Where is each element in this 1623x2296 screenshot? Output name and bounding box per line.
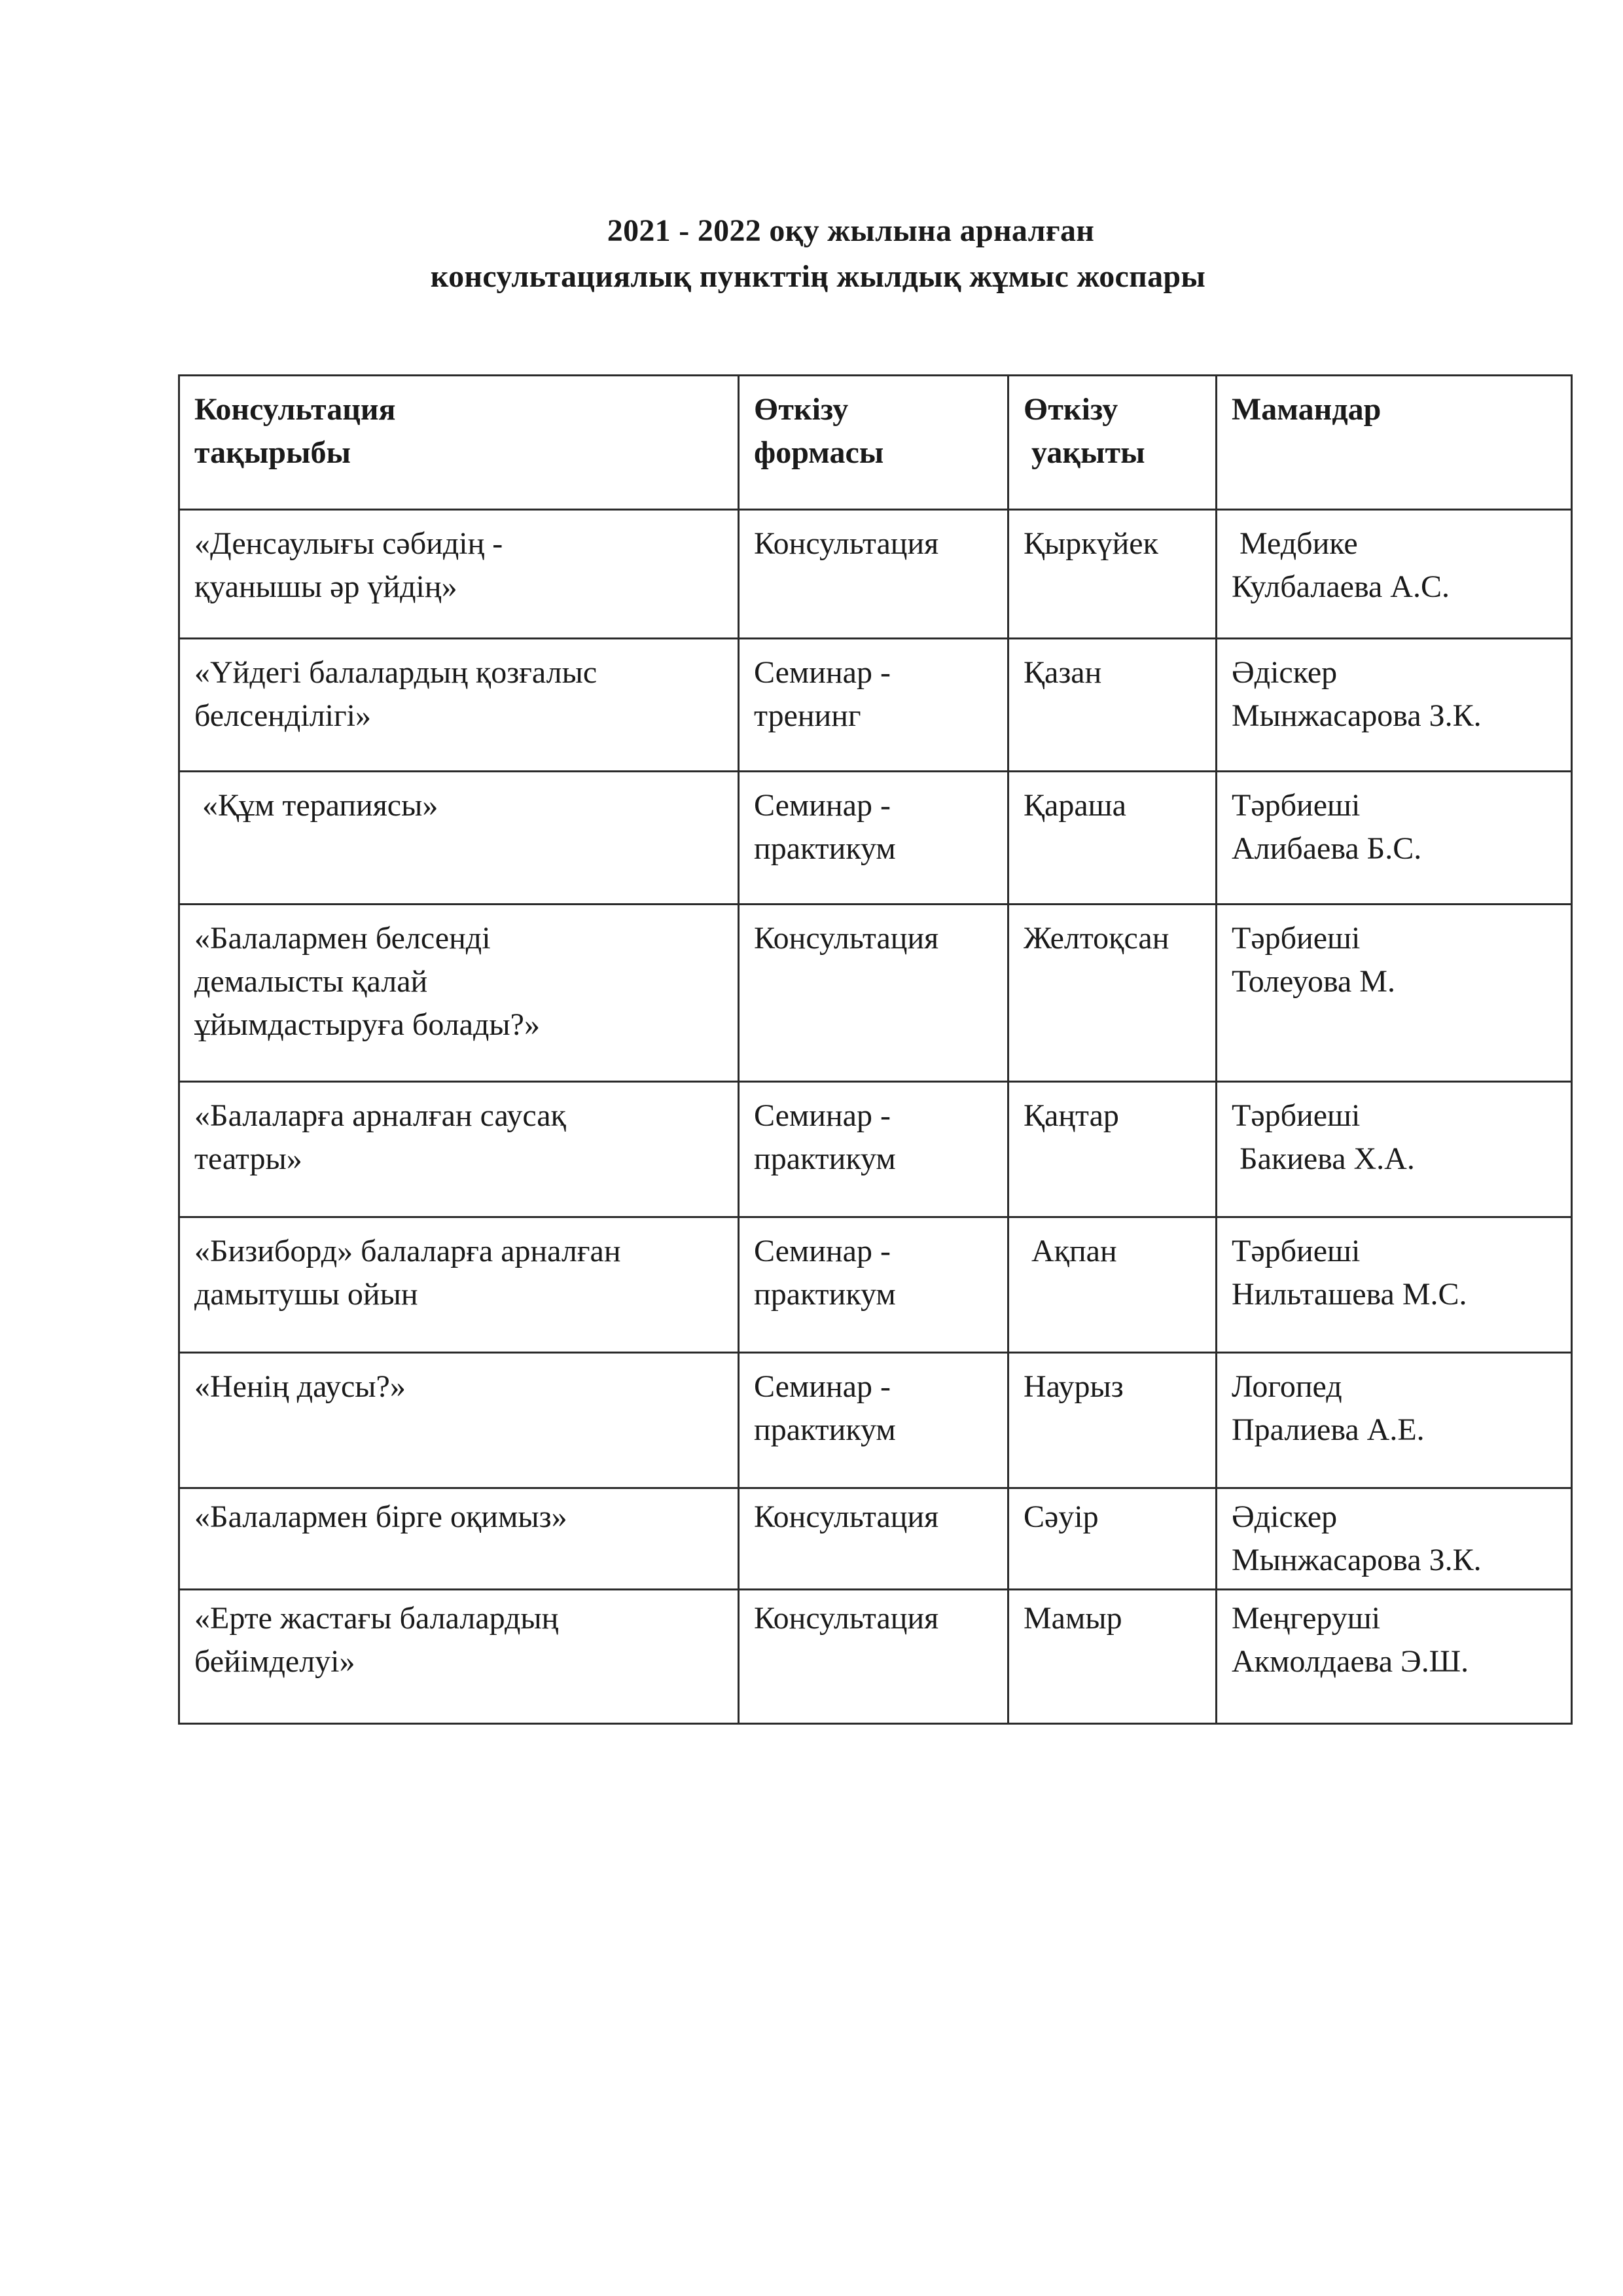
- cell-form-line: практикум: [754, 1141, 896, 1176]
- cell-topic-line: театры»: [194, 1141, 302, 1176]
- header-topic-line: Консультация: [194, 392, 396, 427]
- cell-specialist-line: Пралиева А.Е.: [1232, 1412, 1425, 1447]
- cell-time: [1008, 1217, 1217, 1353]
- header-form-line: формасы: [754, 435, 884, 470]
- cell-specialist-line: Тәрбиеші: [1232, 921, 1361, 956]
- cell-time-line: Қараша: [1024, 788, 1126, 823]
- cell-topic-line: «Ерте жастағы балалардың: [194, 1601, 559, 1636]
- cell-time: [1008, 1590, 1217, 1724]
- cell-specialist-line: Медбике: [1232, 526, 1358, 561]
- cell-topic-line: «Құм терапиясы»: [194, 788, 438, 823]
- cell-form-line: практикум: [754, 1277, 896, 1312]
- cell-topic-line: «Балалармен белсенді: [194, 921, 491, 956]
- title-line-2: консультациялық пункттің жылдық жұмыс жоспары: [430, 259, 1206, 294]
- cell-topic-line: бейімделуі»: [194, 1644, 355, 1679]
- cell-time-line: Сәуір: [1024, 1499, 1099, 1534]
- cell-specialist-line: Нильташева М.С.: [1232, 1277, 1467, 1312]
- table-row: [179, 1590, 1572, 1724]
- cell-topic: [179, 510, 739, 639]
- header-topic-line: тақырыбы: [194, 435, 351, 470]
- cell-topic: [179, 772, 739, 905]
- table-row: [179, 1353, 1572, 1488]
- cell-specialist-line: Логопед: [1232, 1369, 1342, 1404]
- header-time-line: Өткізу: [1024, 392, 1118, 427]
- cell-specialist-line: Толеуова М.: [1232, 964, 1395, 999]
- table-header-row: [179, 376, 1572, 510]
- cell-specialist-line: Акмолдаева Э.Ш.: [1232, 1644, 1469, 1679]
- cell-topic-line: ұйымдастыруға болады?»: [194, 1007, 540, 1042]
- table-row: [179, 1082, 1572, 1217]
- cell-specialist-line: Әдіскер: [1232, 1499, 1338, 1534]
- cell-specialist-line: Алибаева Б.С.: [1232, 831, 1422, 866]
- cell-specialist: [1217, 1488, 1572, 1590]
- work-plan-table: [178, 374, 1573, 1725]
- cell-topic: [179, 1082, 739, 1217]
- cell-form-line: тренинг: [754, 698, 861, 733]
- cell-specialist-line: Тәрбиеші: [1232, 1098, 1361, 1133]
- cell-form-line: Консультация: [754, 1499, 939, 1534]
- table-row: [179, 510, 1572, 639]
- cell-specialist-line: Кулбалаева А.С.: [1232, 569, 1450, 604]
- cell-specialist: [1217, 772, 1572, 905]
- table-row: [179, 905, 1572, 1082]
- cell-topic-line: «Ненің даусы?»: [194, 1369, 406, 1404]
- header-form-line: Өткізу: [754, 392, 849, 427]
- cell-form-line: Семинар -: [754, 1098, 891, 1133]
- cell-form: [739, 1488, 1008, 1590]
- cell-specialist: [1217, 510, 1572, 639]
- cell-form: [739, 510, 1008, 639]
- cell-form-line: Консультация: [754, 526, 939, 561]
- cell-form-line: Консультация: [754, 1601, 939, 1636]
- table-row: [179, 772, 1572, 905]
- cell-form-line: Семинар -: [754, 655, 891, 690]
- cell-specialist: [1217, 1217, 1572, 1353]
- cell-form: [739, 1590, 1008, 1724]
- cell-time: [1008, 772, 1217, 905]
- table-row: [179, 1217, 1572, 1353]
- cell-form: [739, 639, 1008, 772]
- cell-topic-line: қуанышы әр үйдің»: [194, 569, 457, 604]
- cell-time-line: Наурыз: [1024, 1369, 1124, 1404]
- table-row: [179, 639, 1572, 772]
- cell-topic: [179, 1353, 739, 1488]
- cell-topic: [179, 1217, 739, 1353]
- cell-form-line: практикум: [754, 1412, 896, 1447]
- cell-time: [1008, 1488, 1217, 1590]
- cell-form-line: Консультация: [754, 921, 939, 956]
- cell-specialist: [1217, 639, 1572, 772]
- cell-specialist-line: Мынжасарова З.К.: [1232, 1543, 1482, 1577]
- cell-specialist-line: Әдіскер: [1232, 655, 1338, 690]
- cell-specialist-line: Мынжасарова З.К.: [1232, 698, 1482, 733]
- header-time-line: уақыты: [1024, 435, 1145, 470]
- cell-form: [739, 1217, 1008, 1353]
- header-form: [739, 376, 1008, 510]
- header-time: [1008, 376, 1217, 510]
- title-line-1: 2021 - 2022 оқу жылына арналған: [607, 213, 1095, 248]
- cell-specialist: [1217, 1353, 1572, 1488]
- cell-topic-line: «Денсаулығы сәбидің -: [194, 526, 503, 561]
- cell-topic-line: «Балаларға арналған саусақ: [194, 1098, 566, 1133]
- cell-time-line: Қаңтар: [1024, 1098, 1119, 1133]
- cell-topic-line: «Балалармен бірге оқимыз»: [194, 1499, 567, 1534]
- cell-topic-line: «Бизиборд» балаларға арналған: [194, 1234, 621, 1268]
- cell-topic-line: белсенділігі»: [194, 698, 371, 733]
- cell-specialist-line: Меңгеруші: [1232, 1601, 1381, 1636]
- cell-time: [1008, 1353, 1217, 1488]
- cell-topic: [179, 639, 739, 772]
- cell-form: [739, 1082, 1008, 1217]
- header-specialists: [1217, 376, 1572, 510]
- cell-time: [1008, 639, 1217, 772]
- cell-topic-line: дамытушы ойын: [194, 1277, 418, 1312]
- cell-time-line: Мамыр: [1024, 1601, 1122, 1636]
- cell-time: [1008, 1082, 1217, 1217]
- cell-form-line: Семинар -: [754, 788, 891, 823]
- cell-specialist-line: Бакиева Х.А.: [1232, 1141, 1415, 1176]
- cell-time-line: Қазан: [1024, 655, 1102, 690]
- cell-topic-line: демалысты қалай: [194, 964, 428, 999]
- document-title: [0, 208, 1623, 300]
- table-row: [179, 1488, 1572, 1590]
- header-specialists-line: Мамандар: [1232, 392, 1382, 427]
- cell-form: [739, 905, 1008, 1082]
- cell-specialist-line: Тәрбиеші: [1232, 788, 1361, 823]
- cell-specialist: [1217, 1590, 1572, 1724]
- cell-topic: [179, 1488, 739, 1590]
- cell-specialist: [1217, 1082, 1572, 1217]
- cell-form-line: Семинар -: [754, 1234, 891, 1268]
- cell-topic-line: «Үйдегі балалардың қозғалыс: [194, 655, 597, 690]
- cell-specialist-line: Тәрбиеші: [1232, 1234, 1361, 1268]
- cell-form: [739, 772, 1008, 905]
- cell-time: [1008, 510, 1217, 639]
- cell-topic: [179, 1590, 739, 1724]
- cell-topic: [179, 905, 739, 1082]
- cell-form-line: практикум: [754, 831, 896, 866]
- cell-time-line: Ақпан: [1024, 1234, 1117, 1268]
- cell-specialist: [1217, 905, 1572, 1082]
- cell-time: [1008, 905, 1217, 1082]
- cell-time-line: Желтоқсан: [1024, 921, 1169, 956]
- cell-time-line: Қыркүйек: [1024, 526, 1158, 561]
- cell-form: [739, 1353, 1008, 1488]
- header-topic: [179, 376, 739, 510]
- cell-form-line: Семинар -: [754, 1369, 891, 1404]
